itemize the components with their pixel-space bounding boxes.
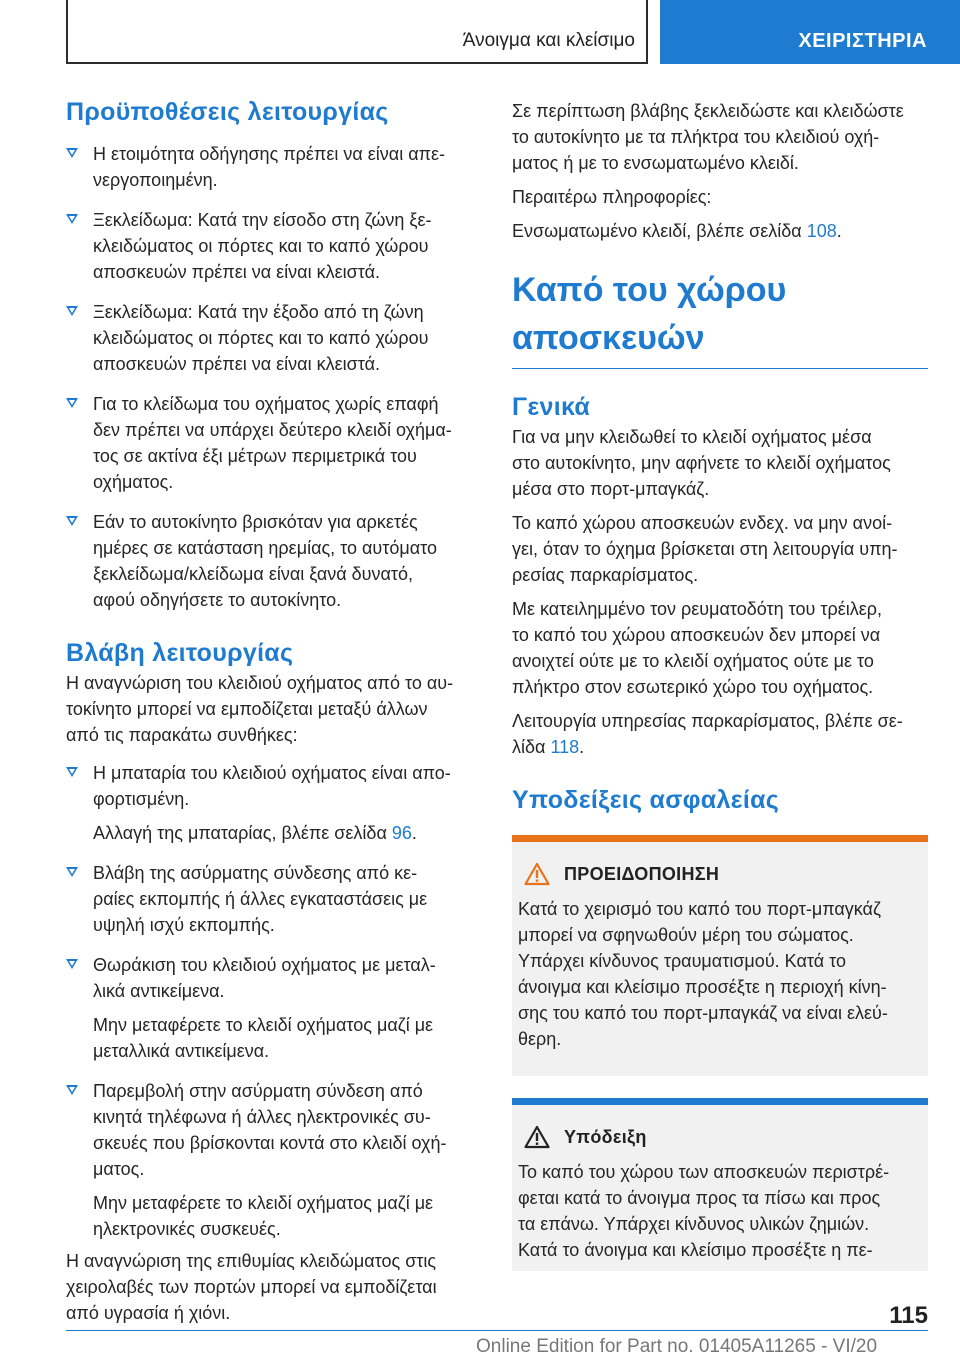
more-info-label: Περαιτέρω πληροφορίες: [512,187,712,207]
prereq-list [66,141,480,613]
fault-continued-paragraph: Σε περίπτωση βλάβης ξεκλειδώστε και κλειδώστε το αυτοκίνητο με τα πλήκτρα του κλειδιού οχή- ματος ή με το ενσωματωμένο κλειδί. [512,101,904,173]
page-number: 115 [889,1302,928,1329]
fault-outro: Η αναγνώριση της επιθυμίας κλειδώματος στις χειρολαβές των πορτών μπορεί να εμποδίζεται από υγρασία ή χιόνι. [66,1251,437,1323]
bullet-triangle-icon [66,1085,78,1095]
list-item: Η μπαταρία του κλειδιού οχήματος είναι απο- φορτισμένη. Αλλαγή της μπαταρίας, βλέπε σελίδα 96. [66,760,480,846]
safety-heading: Υποδείξεις ασφαλείας [512,786,780,814]
fault-list [66,760,480,1242]
page-link-96[interactable]: 96 [391,823,412,843]
page-link-108[interactable]: 108 [806,221,837,241]
caution-triangle-icon [524,1125,550,1149]
cross-ref-text: Αλλαγή της μπαταρίας, βλέπε σελίδα [93,823,392,843]
note-title: Υπόδειξη [564,1126,647,1147]
list-item: Ξεκλείδωμα: Κατά την έξοδο από τη ζώνη κλειδώματος οι πόρτες και το καπό χώρου αποσκευών πρέπει να είναι κλειστά. [66,299,480,377]
header-chapter-tab[interactable]: ΧΕΙΡΙΣΤΗΡΙΑ [660,0,960,64]
bullet-triangle-icon [66,398,78,408]
header-section-title: Άνοιγμα και κλείσιμο [462,30,635,51]
list-item: Η ετοιμότητα οδήγησης πρέπει να είναι απε- νεργοποιημένη. [66,141,480,193]
bullet-triangle-icon [66,148,78,158]
list-item: Παρεμβολή στην ασύρματη σύνδεση από κινητά τηλέφωνα ή άλλες ηλεκτρονικές συ- σκευές που βρίσκονται κοντά στο κλειδί οχή- ματος. Μην μεταφέρετε το κλειδί οχήματος μαζί με ηλεκτρονικές συσκευές. [66,1078,480,1242]
bullet-triangle-icon [66,306,78,316]
general-paragraph: Για να μην κλειδωθεί το κλειδί οχήματος μέσα στο αυτοκίνητο, μην αφήνετε το κλειδί οχήματος μέσα στο πορτ-μπαγκάζ. [512,427,891,499]
note-box [512,1098,928,1271]
general-paragraph: Με κατειλημμένο τον ρευματοδότη του τρέιλερ, το καπό του χώρου αποσκευών δεν μπορεί να ανοιχτεί ούτε με το κλειδί οχήματος ούτε με το πλήκτρο στον εσωτερικό χώρο του οχήματος. [512,599,882,697]
footer-divider [66,1330,928,1331]
bullet-triangle-icon [66,516,78,526]
warning-box [512,835,928,1076]
fault-heading: Βλάβη λειτουργίας [66,639,294,667]
bullet-triangle-icon [66,959,78,969]
list-item: Εάν το αυτοκίνητο βρισκόταν για αρκετές ημέρες σε κατάσταση ηρεμίας, το αυτόματο ξεκλείδωμα/κλείδωμα είναι ξανά δυνατό, αφού οδηγήσετε το αυτοκίνητο. [66,509,480,613]
warning-text: Κατά το χειρισμό του καπό του πορτ-μπαγκάζ μπορεί να σφηνωθούν μέρη του σώματος. Υπάρχει κίνδυνος τραυματισμού. Κατά το άνοιγμα και κλείσιμο προσέξτε η περιοχή κίνη- σης του καπό του πορτ-μπαγκάζ να είναι ελεύ- θερη. [518,899,888,1049]
list-item: Ξεκλείδωμα: Κατά την είσοδο στη ζώνη ξε- κλειδώματος οι πόρτες και το καπό χώρου αποσκευών πρέπει να είναι κλειστά. [66,207,480,285]
general-paragraph: Λειτουργία υπηρεσίας παρκαρίσματος, βλέπε σε- λίδα 118. [512,711,903,757]
list-item: Θωράκιση του κλειδιού οχήματος με μεταλ- λικά αντικείμενα. Μην μεταφέρετε το κλειδί οχήματος μαζί με μεταλλικά αντικείμενα. [66,952,480,1064]
bullet-triangle-icon [66,214,78,224]
trunk-lid-heading: Καπό του χώρου αποσκευών [512,266,928,369]
list-item: Βλάβη της ασύρματης σύνδεσης από κε- ραίες εκπομπής ή άλλες εγκαταστάσεις με υψηλή ισχύ εκπομπής. [66,860,480,938]
fault-intro: Η αναγνώριση του κλειδιού οχήματος από το αυ- τοκίνητο μπορεί να εμποδίζεται μεταξύ άλλων από τις παρακάτω συνθήκες: [66,673,454,745]
integrated-key-ref: Ενσωματωμένο κλειδί, βλέπε σελίδα 108. [512,221,842,241]
note-text: Το καπό του χώρου των αποσκευών περιστρέ- φεται κατά το άνοιγμα προς τα πίσω και προς τα επάνω. Υπάρχει κίνδυνος υλικών ζημιών. Κατά το άνοιγμα και κλείσιμο προσέξτε η πε- [518,1162,890,1260]
general-heading: Γενικά [512,393,591,421]
bullet-triangle-icon [66,767,78,777]
edition-footer: Online Edition for Part no. 01405A11265 - VI/20 [476,1336,878,1357]
bullet-triangle-icon [66,867,78,877]
prereq-heading: Προϋποθέσεις λειτουργίας [66,98,389,126]
warning-triangle-icon [524,862,550,886]
right-column [512,98,928,1271]
warning-title: ΠΡΟΕΙΔΟΠΟΙΗΣΗ [564,863,720,884]
page-link-118[interactable]: 118 [550,737,580,757]
list-item: Για το κλείδωμα του οχήματος χωρίς επαφή δεν πρέπει να υπάρχει δεύτερο κλειδί οχήμα- τος σε ακτίνα έξι μέτρων περιμετρικά του οχήματος. [66,391,480,495]
left-column [66,98,480,1326]
general-paragraph: Το καπό χώρου αποσκευών ενδεχ. να μην ανοί- γει, όταν το όχημα βρίσκεται στη λειτουργία υπη- ρεσίας παρκαρίσματος. [512,513,898,585]
